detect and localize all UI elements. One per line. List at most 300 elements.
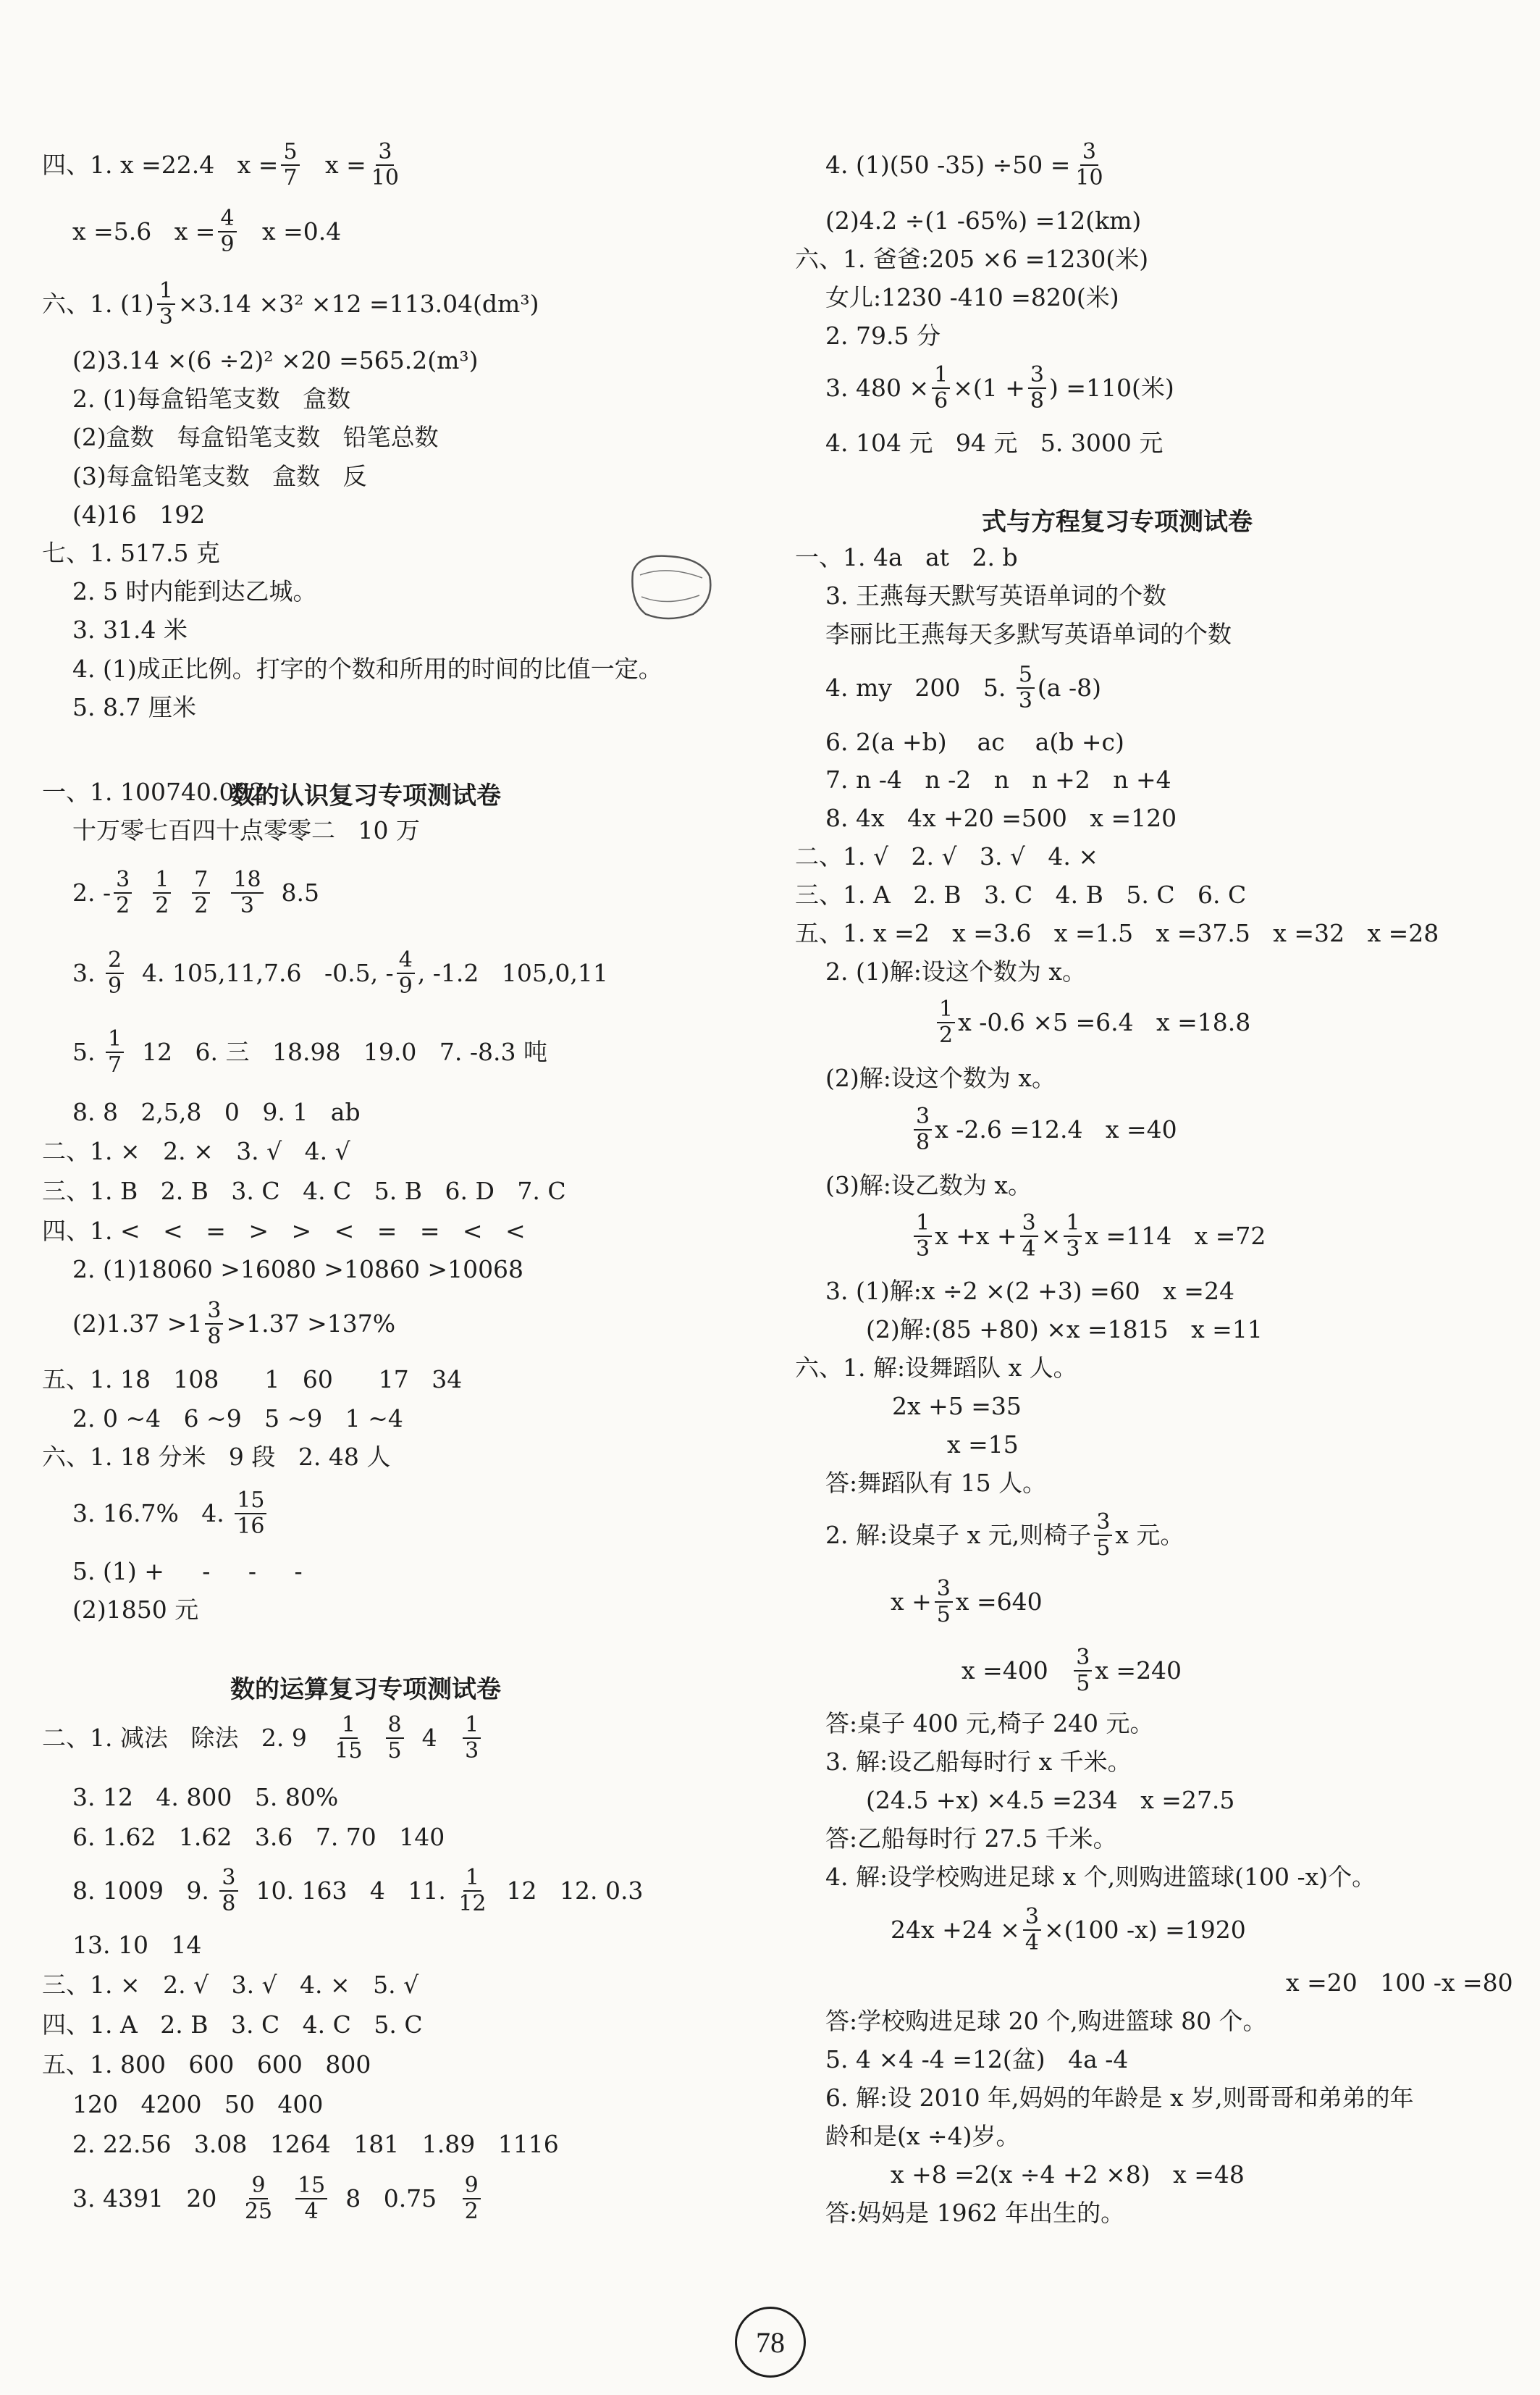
answer-line — [72, 867, 320, 918]
numerator: 3 — [1028, 363, 1046, 389]
answer-text: 4. 解:设学校购进足球 x 个,则购进篮球(100 -x)个。 — [825, 1863, 1376, 1891]
answer-text: x =20 100 -x =80 — [1286, 1968, 1513, 1997]
denominator: 5 — [1076, 1671, 1090, 1696]
fraction — [231, 868, 263, 918]
answer-line — [72, 2173, 484, 2224]
answer-text: (3)每盒铅笔支数 盒数 反 — [72, 462, 367, 490]
answer-line — [825, 201, 1141, 241]
answer-text: x =640 — [955, 1587, 1043, 1616]
answer-text: 2. (1)18060 >16080 >10860 >10068 — [72, 1255, 524, 1283]
fraction — [1023, 1905, 1041, 1955]
answer-text — [368, 1724, 383, 1753]
answer-text: x =5.6 x = — [72, 217, 216, 246]
answer-text: 2x +5 =35 — [892, 1392, 1022, 1420]
answer-text: 3. (1)解:x ÷2 ×(2 +3) =60 x =24 — [825, 1277, 1234, 1305]
fraction — [192, 868, 210, 918]
answer-text: 四、1. x =22.4 x = — [42, 151, 279, 179]
denominator: 5 — [936, 1602, 951, 1627]
answer-line — [825, 362, 1174, 414]
answer-line — [72, 456, 367, 497]
fraction — [295, 2173, 327, 2224]
answer-line — [891, 2155, 1245, 2195]
answer-line — [825, 1703, 1154, 1744]
fraction — [243, 2173, 274, 2224]
answer-text: 二、1. × 2. × 3. √ 4. √ — [42, 1137, 350, 1165]
answer-text: 六、1. 18 分米 9 段 2. 48 人 — [42, 1443, 391, 1471]
answer-text: x 元。 — [1115, 1521, 1185, 1549]
answer-line — [795, 1348, 1077, 1388]
answer-line — [42, 533, 220, 574]
answer-text — [213, 878, 228, 907]
answer-text: 2. - — [72, 878, 111, 907]
answer-text: 答:舞蹈队有 15 人。 — [825, 1469, 1047, 1497]
answer-text: 6. 2(a +b) ac a(b +c) — [825, 728, 1124, 756]
fraction — [153, 868, 171, 918]
answer-text: 3. 31.4 米 — [72, 616, 188, 644]
answer-text: 5. 8.7 厘米 — [72, 693, 196, 721]
answer-line — [42, 1211, 526, 1251]
answer-text: 12 6. 三 18.98 19.0 7. -8.3 吨 — [127, 1038, 547, 1066]
answer-line — [42, 139, 404, 190]
answer-text: 四、1. A 2. B 3. C 4. C 5. C — [42, 2010, 423, 2039]
fraction — [463, 2173, 481, 2224]
numerator: 1 — [106, 1027, 124, 1053]
numerator: 3 — [914, 1104, 932, 1131]
answer-text: 2. 0 ~4 6 ~9 5 ~9 1 ~4 — [72, 1404, 403, 1433]
denominator: 10 — [1075, 165, 1103, 190]
answer-line — [72, 1398, 403, 1439]
numerator: 3 — [1023, 1905, 1041, 1931]
numerator: 5 — [281, 140, 299, 166]
answer-line — [911, 1210, 1266, 1262]
answer-line — [42, 278, 539, 330]
answer-line — [795, 913, 1439, 954]
answer-text: (2)1.37 >1 — [72, 1309, 203, 1338]
answer-line — [825, 2039, 1128, 2080]
fraction — [935, 1577, 953, 1627]
denominator: 3 — [1018, 688, 1032, 713]
answer-text: 六、1. (1) — [42, 290, 154, 318]
answer-line — [825, 316, 941, 356]
answer-text: (2)4.2 ÷(1 -65%) =12(km) — [825, 206, 1142, 235]
numerator: 8 — [386, 1713, 404, 1739]
denominator: 16 — [237, 1514, 265, 1539]
answer-line — [825, 1058, 1056, 1099]
answer-line — [72, 947, 608, 999]
answer-text: 答:桌子 400 元,椅子 240 元。 — [825, 1709, 1154, 1737]
numerator: 3 — [1074, 1645, 1092, 1672]
denominator: 7 — [107, 1052, 122, 1078]
section-title: 数的运算复习专项测试卷 — [230, 1674, 501, 1704]
answer-text: 六、1. 爸爸:205 ×6 =1230(米) — [795, 245, 1149, 273]
numerator: 1 — [937, 997, 955, 1023]
answer-text: 李丽比王燕每天多默写英语单词的个数 — [825, 620, 1232, 648]
answer-line — [866, 1780, 1234, 1821]
denominator: 3 — [1066, 1236, 1080, 1262]
answer-line — [947, 1425, 1019, 1465]
numerator: 3 — [1094, 1510, 1112, 1536]
section-title: 式与方程复习专项测试卷 — [982, 507, 1253, 537]
fraction — [1017, 663, 1035, 713]
answer-text: 2. 22.56 3.08 1264 181 1.89 1116 — [72, 2130, 559, 2158]
numerator: 9 — [463, 2173, 481, 2199]
answer-text: 2. (1)每盒铅笔支数 盒数 — [72, 385, 351, 413]
answer-text: ) =110(米) — [1048, 374, 1174, 402]
answer-text — [174, 878, 189, 907]
answer-line — [825, 2078, 1414, 2118]
answer-text: 24x +24 × — [891, 1916, 1020, 1944]
denominator: 9 — [398, 973, 413, 999]
numerator: 1 — [932, 363, 950, 389]
answer-line — [42, 1131, 350, 1172]
answer-text: x -2.6 =12.4 x =40 — [935, 1115, 1177, 1144]
numerator: 9 — [249, 2173, 267, 2199]
denominator: 4 — [1022, 1236, 1036, 1262]
fraction — [1094, 1510, 1112, 1561]
answer-text: 二、1. 减法 除法 2. 9 — [42, 1724, 330, 1752]
fraction — [281, 140, 299, 190]
answer-text: 三、1. × 2. √ 3. √ 4. × 5. √ — [42, 1971, 419, 1999]
answer-line — [72, 1488, 269, 1539]
fraction — [106, 1027, 124, 1078]
fraction — [1073, 140, 1105, 190]
answer-text: 13. 10 14 — [72, 1931, 202, 1959]
answer-line — [72, 810, 420, 851]
answer-line — [825, 952, 1086, 992]
answer-text: 六、1. 解:设舞蹈队 x 人。 — [795, 1354, 1077, 1382]
fraction — [914, 1104, 932, 1155]
numerator: 1 — [153, 868, 171, 894]
denominator: 8 — [1030, 388, 1044, 414]
numerator: 1 — [463, 1866, 481, 1892]
numerator: 15 — [235, 1488, 266, 1514]
answer-line — [72, 2124, 559, 2165]
answer-text: 10. 163 4 11. — [240, 1876, 454, 1905]
answer-text: 4. 105,11,7.6 -0.5, - — [127, 959, 394, 987]
fraction — [219, 1866, 237, 1916]
answer-text: (24.5 +x) ×4.5 =234 x =27.5 — [866, 1786, 1235, 1814]
answer-line — [825, 2116, 1020, 2157]
answer-text: 答:乙船每时行 27.5 千米。 — [825, 1824, 1117, 1853]
answer-line — [72, 495, 205, 535]
answer-line — [72, 1925, 201, 1966]
answer-text: , -1.2 105,0,11 — [417, 959, 608, 987]
answer-text: 8. 4x 4x +20 =500 x =120 — [825, 804, 1177, 832]
answer-line — [72, 571, 316, 612]
answer-text: 5. — [72, 1038, 103, 1066]
numerator: 3 — [114, 868, 132, 894]
answer-text: 五、1. x =2 x =3.6 x =1.5 x =37.5 x =32 x =28 — [795, 919, 1439, 947]
answer-text: x + — [891, 1587, 932, 1616]
answer-text: 女儿:1230 -410 =820(米) — [825, 283, 1119, 311]
answer-line — [72, 1092, 361, 1133]
answer-line — [825, 139, 1108, 190]
numerator: 3 — [1080, 140, 1098, 166]
answer-text: 一、1. 4a at 2. b — [795, 543, 1018, 571]
answer-line — [42, 2005, 423, 2045]
answer-line — [72, 1777, 338, 1818]
numerator: 4 — [397, 948, 415, 974]
answer-line — [825, 1742, 1132, 1782]
fraction — [332, 1713, 364, 1763]
answer-line — [42, 2044, 371, 2085]
denominator: 8 — [222, 1891, 236, 1916]
answer-line — [72, 610, 188, 650]
answer-line — [892, 1386, 1022, 1427]
answer-line — [42, 1437, 390, 1477]
answer-text: 8. 1009 9. — [72, 1876, 217, 1905]
denominator: 5 — [387, 1738, 402, 1763]
answer-line — [72, 1551, 303, 1592]
answer-line — [72, 1817, 445, 1858]
answer-line — [72, 1026, 547, 1078]
answer-line — [825, 1819, 1117, 1859]
fraction — [1074, 1645, 1092, 1696]
denominator: 9 — [107, 973, 122, 999]
denominator: 3 — [240, 893, 255, 918]
numerator: 2 — [106, 948, 124, 974]
denominator: 3 — [916, 1236, 930, 1262]
answer-line — [72, 2084, 323, 2125]
answer-text: 十万零七百四十点零零二 10 万 — [72, 816, 420, 844]
answer-line — [72, 1298, 396, 1349]
answer-text: (a -8) — [1037, 674, 1101, 702]
answer-line — [825, 1857, 1376, 1897]
answer-text: x =0.4 — [239, 217, 342, 246]
denominator: 15 — [334, 1738, 363, 1763]
answer-line — [1286, 1963, 1513, 2003]
denominator: 8 — [916, 1130, 930, 1155]
fraction — [1020, 1211, 1038, 1262]
numerator: 3 — [376, 140, 394, 166]
numerator: 1 — [1064, 1211, 1082, 1237]
answer-text: 3. 12 4. 800 5. 80% — [72, 1783, 339, 1811]
numerator: 4 — [218, 206, 236, 232]
answer-text: (2)解:(85 +80) ×x =1815 x =11 — [866, 1315, 1263, 1343]
answer-text: (4)16 192 — [72, 500, 206, 529]
answer-line — [72, 1249, 523, 1290]
numerator: 3 — [205, 1299, 223, 1325]
answer-text: 3. 480 × — [825, 374, 930, 402]
answer-line — [72, 687, 196, 728]
denominator: 4 — [304, 2199, 319, 2224]
answer-line — [825, 277, 1119, 318]
answer-text: 4 — [406, 1724, 460, 1752]
answer-text: x = — [302, 151, 366, 179]
answer-line — [795, 875, 1246, 915]
answer-text: 4. my 200 5. — [825, 674, 1014, 702]
answer-text: >1.37 >137% — [226, 1309, 396, 1338]
answer-text: 龄和是(x ÷4)岁。 — [825, 2122, 1020, 2150]
fraction — [106, 948, 124, 999]
numerator: 3 — [219, 1866, 237, 1892]
fraction — [397, 948, 415, 999]
answer-text — [277, 2184, 293, 2213]
denominator: 2 — [194, 893, 209, 918]
answer-text: 五、1. 800 600 600 800 — [42, 2050, 371, 2079]
answer-text: 3. 解:设乙船每时行 x 千米。 — [825, 1748, 1132, 1776]
answer-line — [825, 576, 1166, 616]
answer-text: 5. (1) + - - - — [72, 1557, 303, 1585]
denominator: 9 — [220, 232, 235, 257]
answer-text: x =15 — [947, 1430, 1019, 1459]
fraction — [463, 1713, 481, 1763]
answer-line — [72, 417, 439, 458]
answer-text: x =240 — [1095, 1656, 1182, 1685]
denominator: 4 — [1024, 1930, 1039, 1955]
answer-text: 答:妈妈是 1962 年出生的。 — [825, 2199, 1125, 2227]
answer-text: x -0.6 ×5 =6.4 x =18.8 — [958, 1008, 1251, 1036]
answer-line — [72, 1865, 644, 1916]
answer-text: 12 12. 0.3 — [491, 1876, 644, 1905]
numerator: 1 — [914, 1211, 932, 1237]
fraction — [1028, 363, 1046, 414]
answer-text: 4. (1)成正比例。打字的个数和所用的时间的比值一定。 — [72, 655, 662, 683]
denominator: 10 — [371, 165, 399, 190]
answer-text: × — [1040, 1222, 1061, 1250]
answer-text: 120 4200 50 400 — [72, 2090, 324, 2118]
answer-line — [825, 662, 1101, 713]
numerator: 1 — [157, 279, 175, 305]
answer-text: 4. (1)(50 -35) ÷50 = — [825, 151, 1071, 179]
answer-line — [795, 239, 1148, 280]
numerator: 1 — [463, 1713, 481, 1739]
answer-line — [825, 2193, 1124, 2233]
answer-line — [825, 798, 1177, 839]
answer-line — [825, 1509, 1185, 1561]
answer-text: 8 0.75 — [330, 2184, 460, 2212]
fraction — [205, 1299, 223, 1349]
answer-text: 二、1. √ 2. √ 3. √ 4. × — [795, 842, 1099, 871]
answer-text: 3. 4391 20 — [72, 2184, 240, 2212]
answer-text: 2. 5 时内能到达乙城。 — [72, 577, 317, 605]
answer-text: (2)解:设这个数为 x。 — [825, 1064, 1056, 1092]
fraction — [114, 868, 132, 918]
answer-line — [825, 760, 1171, 800]
fraction — [937, 997, 955, 1048]
answer-text: 3. — [72, 959, 103, 987]
answer-text: x +8 =2(x ÷4 +2 ×8) x =48 — [891, 2160, 1245, 2189]
answer-line — [911, 1104, 1177, 1155]
denominator: 2 — [116, 893, 130, 918]
section-title: 数的认识复习专项测试卷 — [230, 781, 501, 810]
answer-line — [42, 1359, 462, 1400]
denominator: 2 — [464, 2199, 479, 2224]
answer-text: 五、1. 18 108 1 60 17 34 — [42, 1365, 463, 1393]
answer-line — [72, 649, 662, 689]
answer-text: x =114 x =72 — [1085, 1222, 1266, 1250]
answer-text: 一、1. 100740.002 — [42, 778, 265, 806]
answer-text: 3. 王燕每天默写英语单词的个数 — [825, 582, 1166, 610]
answer-line — [825, 1165, 1032, 1206]
fraction — [1064, 1211, 1082, 1262]
answer-line — [42, 1712, 484, 1763]
page-number: 78 — [735, 2307, 806, 2378]
answer-text: x =400 — [962, 1656, 1072, 1685]
numerator: 1 — [340, 1713, 358, 1739]
fraction — [369, 140, 401, 190]
answer-text: 答:学校购进足球 20 个,购进篮球 80 个。 — [825, 2007, 1267, 2035]
answer-text: 6. 1.62 1.62 3.6 7. 70 140 — [72, 1823, 445, 1851]
answer-line — [42, 1171, 566, 1212]
answer-line — [825, 1271, 1234, 1312]
answer-line — [825, 2001, 1267, 2042]
answer-text: 2. (1)解:设这个数为 x。 — [825, 957, 1086, 986]
answer-stamp — [624, 550, 718, 623]
answer-text: 三、1. B 2. B 3. C 4. C 5. B 6. D 7. C — [42, 1177, 566, 1205]
denominator: 8 — [207, 1324, 222, 1349]
answer-line — [72, 1590, 198, 1630]
answer-text: (2)盒数 每盒铅笔支数 铅笔总数 — [72, 423, 439, 451]
denominator: 5 — [1096, 1535, 1111, 1561]
answer-text: (2)1850 元 — [72, 1595, 199, 1624]
answer-text: 2. 解:设桌子 x 元,则椅子 — [825, 1521, 1092, 1549]
answer-text: 3. 16.7% 4. — [72, 1499, 232, 1527]
denominator: 12 — [458, 1891, 487, 1916]
answer-line — [795, 537, 1018, 578]
answer-text: 7. n -4 n -2 n n +2 n +4 — [825, 766, 1171, 794]
answer-line — [825, 614, 1232, 655]
answer-text: 七、1. 517.5 克 — [42, 539, 220, 567]
answer-line — [934, 997, 1251, 1048]
answer-text: 2. 79.5 分 — [825, 322, 941, 350]
answer-text: 5. 4 ×4 -4 =12(盆) 4a -4 — [825, 2045, 1129, 2073]
denominator: 6 — [934, 388, 948, 414]
fraction — [914, 1211, 932, 1262]
answer-line — [866, 1309, 1263, 1350]
numerator: 15 — [295, 2173, 327, 2199]
denominator: 3 — [465, 1738, 479, 1763]
answer-text: (2)3.14 ×(6 ÷2)² ×20 =565.2(m³) — [72, 346, 479, 374]
answer-line — [825, 423, 1163, 464]
answer-line — [72, 340, 478, 381]
answer-text: x +x + — [935, 1222, 1017, 1250]
numerator: 5 — [1017, 663, 1035, 689]
answer-text: 四、1. < < = > > < = = < < — [42, 1217, 526, 1245]
answer-text: 三、1. A 2. B 3. C 4. B 5. C 6. C — [795, 881, 1247, 909]
fraction — [456, 1866, 488, 1916]
answer-text: ×3.14 ×3² ×12 =113.04(dm³) — [177, 290, 539, 318]
answer-line — [825, 1463, 1046, 1503]
answer-text: 6. 解:设 2010 年,妈妈的年龄是 x 岁,则哥哥和弟弟的年 — [825, 2084, 1414, 2112]
answer-line — [795, 836, 1098, 877]
answer-line — [42, 1965, 418, 2005]
answer-text: ×(1 + — [953, 374, 1025, 402]
numerator: 7 — [192, 868, 210, 894]
fraction — [235, 1488, 266, 1539]
answer-text: 8. 8 2,5,8 0 9. 1 ab — [72, 1098, 361, 1126]
answer-text: 8.5 — [266, 878, 320, 907]
answer-line — [72, 379, 350, 419]
answer-text: 4. 104 元 94 元 5. 3000 元 — [825, 429, 1164, 457]
answer-line — [962, 1645, 1182, 1696]
fraction — [218, 206, 236, 257]
fraction — [932, 363, 950, 414]
denominator: 7 — [283, 165, 298, 190]
answer-line — [72, 206, 342, 257]
answer-text: (3)解:设乙数为 x。 — [825, 1171, 1032, 1199]
denominator: 2 — [155, 893, 169, 918]
denominator: 25 — [244, 2199, 273, 2224]
answer-line — [891, 1904, 1246, 1955]
fraction — [386, 1713, 404, 1763]
fraction — [157, 279, 175, 330]
answer-line — [825, 722, 1124, 763]
answer-text — [135, 878, 150, 907]
denominator: 3 — [159, 304, 173, 330]
answer-line — [891, 1576, 1043, 1627]
answer-text: ×(100 -x) =1920 — [1043, 1916, 1246, 1944]
